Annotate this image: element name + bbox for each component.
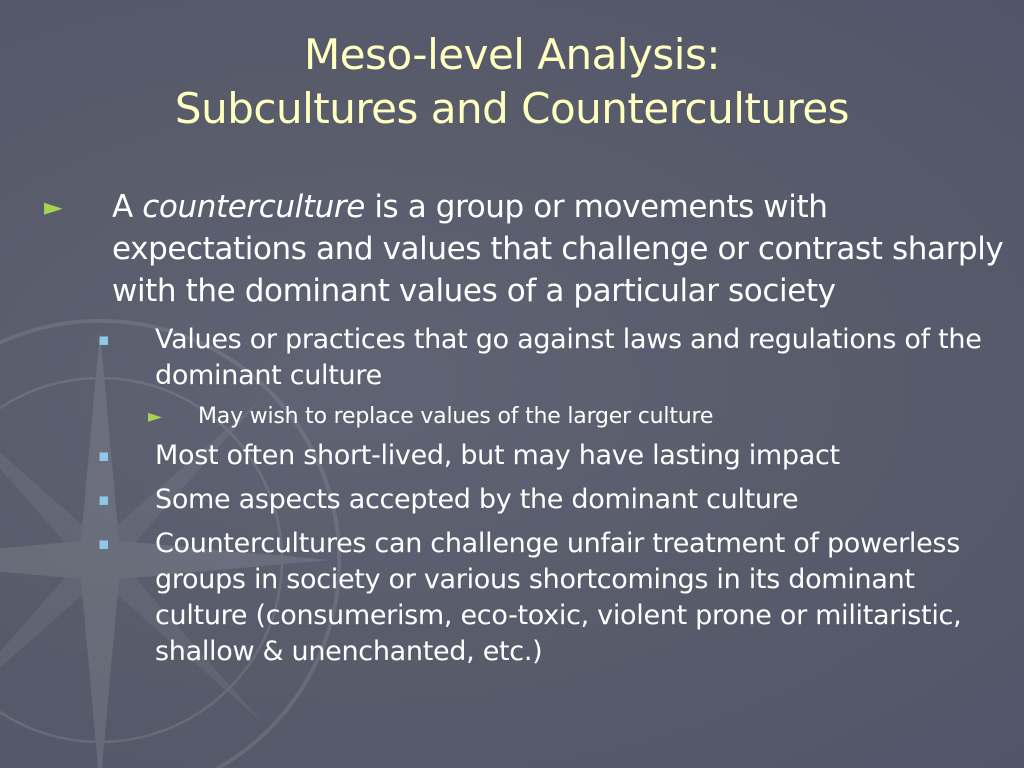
bullet-main-prefix: A <box>112 189 143 225</box>
triangle-right-icon: ► <box>148 406 162 427</box>
square-bullet-icon: ▪ <box>98 446 110 466</box>
square-bullet-icon: ▪ <box>98 534 110 554</box>
bullet-main-text: is a group or movements with expectations and values that challenge or contrast sharply with the dominant values of a particular society <box>112 189 1004 309</box>
sub-bullet-accepted-text: Some aspects accepted by the dominant culture <box>155 484 799 515</box>
slide-title <box>0 28 1024 136</box>
square-bullet-icon: ▪ <box>98 330 110 350</box>
title-line-1: Meso-level Analysis: <box>303 30 720 79</box>
sub-bullet-challenge <box>40 526 1010 670</box>
sub-bullet-laws-text: Values or practices that go against laws and regulations of the dominant culture <box>155 324 982 391</box>
sub-bullet-laws <box>40 322 1010 394</box>
bullet-main <box>40 186 1010 312</box>
sub-bullet-challenge-text: Countercultures can challenge unfair treatment of powerless groups in society or various shortcomings in its dominant culture (consumerism, eco-toxic, violent prone or militaristic, shallow & unenchanted, etc.) <box>155 528 962 667</box>
bullet-list <box>40 186 1010 678</box>
sub-sub-bullet-replace <box>40 402 1010 432</box>
triangle-right-icon: ► <box>44 193 63 221</box>
counterculture-term: counterculture <box>142 189 365 225</box>
sub-sub-bullet-replace-text: May wish to replace values of the larger culture <box>198 404 714 429</box>
sub-bullet-accepted <box>40 482 1010 518</box>
sub-bullet-short-lived-text: Most often short-lived, but may have lasting impact <box>155 440 840 471</box>
sub-bullet-short-lived <box>40 438 1010 474</box>
square-bullet-icon: ▪ <box>98 490 110 510</box>
title-line-2: Subcultures and Countercultures <box>174 84 850 133</box>
